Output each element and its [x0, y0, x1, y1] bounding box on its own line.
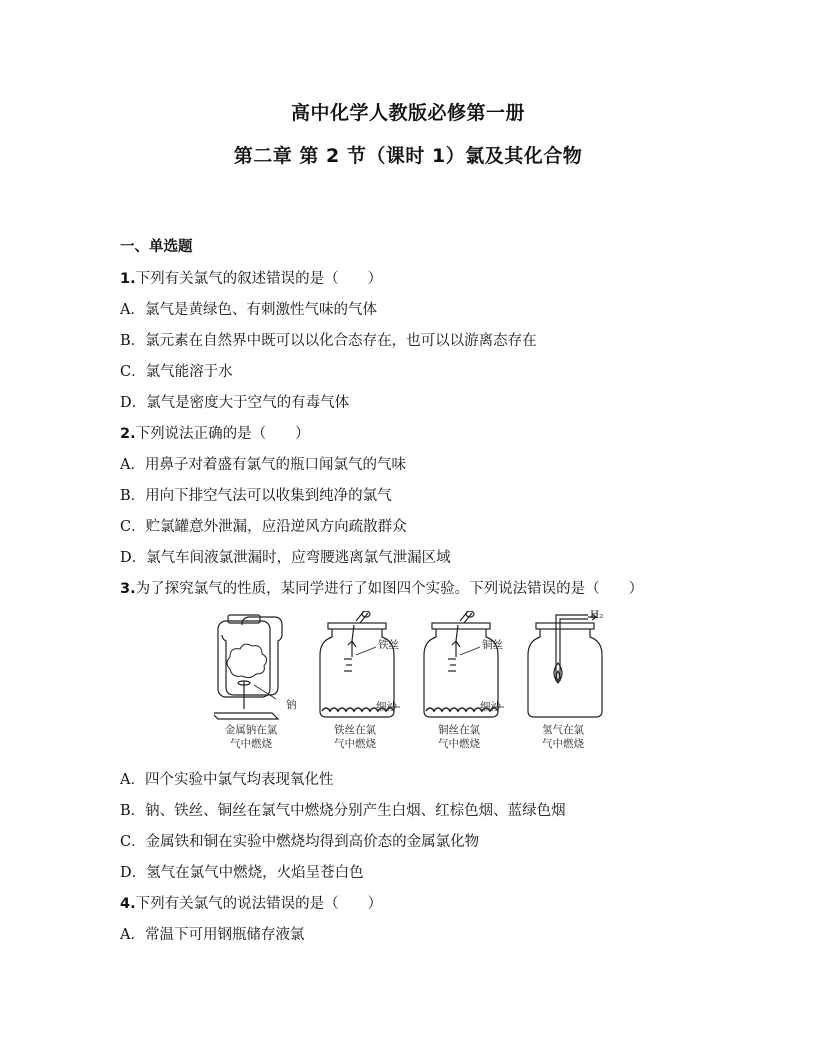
question-4-option-a — [120, 920, 720, 951]
sodium-apparatus — [214, 615, 282, 719]
section-heading: 一、单选题 — [120, 239, 193, 255]
option-text: 贮氯罐意外泄漏，应沿逆风方向疏散群众 — [145, 519, 407, 535]
question-text: 为了探究氯气的性质，某同学进行了如图四个实验。下列说法错误的是（ ） — [135, 581, 644, 597]
question-3-option-d — [120, 858, 720, 889]
document-title: 高中化学人教版必修第一册 — [290, 102, 525, 124]
option-text: 金属铁和铜在实验中燃烧均得到高价态的金属氯化物 — [145, 834, 480, 850]
question-3-option-a — [120, 765, 720, 796]
option-letter: B． — [120, 488, 146, 504]
label-sand-2: 细沙 — [480, 701, 501, 713]
option-letter: D． — [120, 395, 147, 411]
caption-line: 气中燃烧 — [230, 738, 272, 750]
caption-line: 铜丝在氯 — [438, 724, 480, 736]
question-2-option-c — [120, 512, 720, 543]
option-letter: D． — [120, 550, 147, 566]
document-subtitle: 第二章 第 2 节（课时 1）氯及其化合物 — [233, 145, 583, 167]
caption-line: 气中燃烧 — [334, 738, 376, 750]
option-letter: A． — [120, 457, 145, 473]
option-letter: A． — [120, 927, 145, 943]
caption-line: 金属钠在氯 — [224, 724, 278, 736]
caption-sodium — [212, 723, 290, 751]
question-2-option-d — [120, 543, 720, 574]
question-1-option-c — [120, 357, 720, 388]
question-number: 4. — [120, 896, 136, 912]
label-sand-1: 细沙 — [376, 701, 397, 713]
option-text: 氯元素在自然界中既可以以化合态存在，也可以以游离态存在 — [145, 333, 537, 349]
question-list — [120, 234, 720, 951]
option-text: 氯气是黄绿色、有刺激性气味的气体 — [144, 302, 377, 318]
caption-line: 铁丝在氯 — [334, 724, 376, 736]
option-letter: C． — [120, 519, 146, 535]
caption-copper — [420, 723, 498, 751]
option-text: 氯气是密度大于空气的有毒气体 — [146, 395, 350, 411]
option-letter: A． — [120, 772, 145, 788]
question-2-option-a — [120, 450, 720, 481]
caption-iron — [316, 723, 394, 751]
option-text: 四个实验中氯气均表现氧化性 — [144, 772, 334, 788]
option-letter: B． — [120, 333, 146, 349]
option-text: 氯气车间液氯泄漏时，应弯腰逃离氯气泄漏区域 — [146, 550, 451, 566]
question-number: 3. — [120, 581, 136, 597]
experiment-figure — [120, 611, 720, 761]
option-letter: D． — [120, 865, 147, 881]
label-sodium: 钠 — [286, 699, 297, 711]
label-iron-wire: 铁丝 — [378, 639, 399, 651]
option-letter: A． — [120, 302, 145, 318]
label-h2: H₂ — [590, 609, 604, 621]
option-letter: C． — [120, 834, 146, 850]
question-text: 下列有关氯气的说法错误的是（ ） — [135, 896, 383, 912]
question-text: 下列说法正确的是（ ） — [135, 426, 310, 442]
question-1-option-d — [120, 388, 720, 419]
label-copper-wire: 铜丝 — [482, 639, 503, 651]
caption-line: 氢气在氯 — [542, 724, 584, 736]
question-3-option-c — [120, 827, 720, 858]
caption-line: 气中燃烧 — [542, 738, 584, 750]
option-text: 钠、铁丝、铜丝在氯气中燃烧分别产生白烟、红棕色烟、蓝绿色烟 — [145, 803, 566, 819]
hydrogen-apparatus — [528, 614, 602, 717]
question-2-stem — [120, 419, 720, 450]
option-letter: C． — [120, 364, 146, 380]
question-1-option-b — [120, 326, 720, 357]
option-text: 氢气在氯气中燃烧，火焰呈苍白色 — [146, 865, 364, 881]
question-text: 下列有关氯气的叙述错误的是（ ） — [135, 271, 383, 287]
question-number: 2. — [120, 426, 136, 442]
question-number: 1. — [120, 271, 136, 287]
caption-hydrogen — [524, 723, 602, 751]
option-text: 氯气能溶于水 — [145, 364, 233, 380]
option-text: 用鼻子对着盛有氯气的瓶口闻氯气的气味 — [144, 457, 406, 473]
question-4-stem — [120, 889, 720, 920]
option-letter: B． — [120, 803, 146, 819]
caption-line: 气中燃烧 — [438, 738, 480, 750]
question-3-stem — [120, 574, 720, 605]
option-text: 常温下可用钢瓶储存液氯 — [144, 927, 305, 943]
question-3-option-b — [120, 796, 720, 827]
question-2-option-b — [120, 481, 720, 512]
option-text: 用向下排空气法可以收集到纯净的氯气 — [145, 488, 392, 504]
question-1-stem — [120, 264, 720, 295]
question-1-option-a — [120, 295, 720, 326]
